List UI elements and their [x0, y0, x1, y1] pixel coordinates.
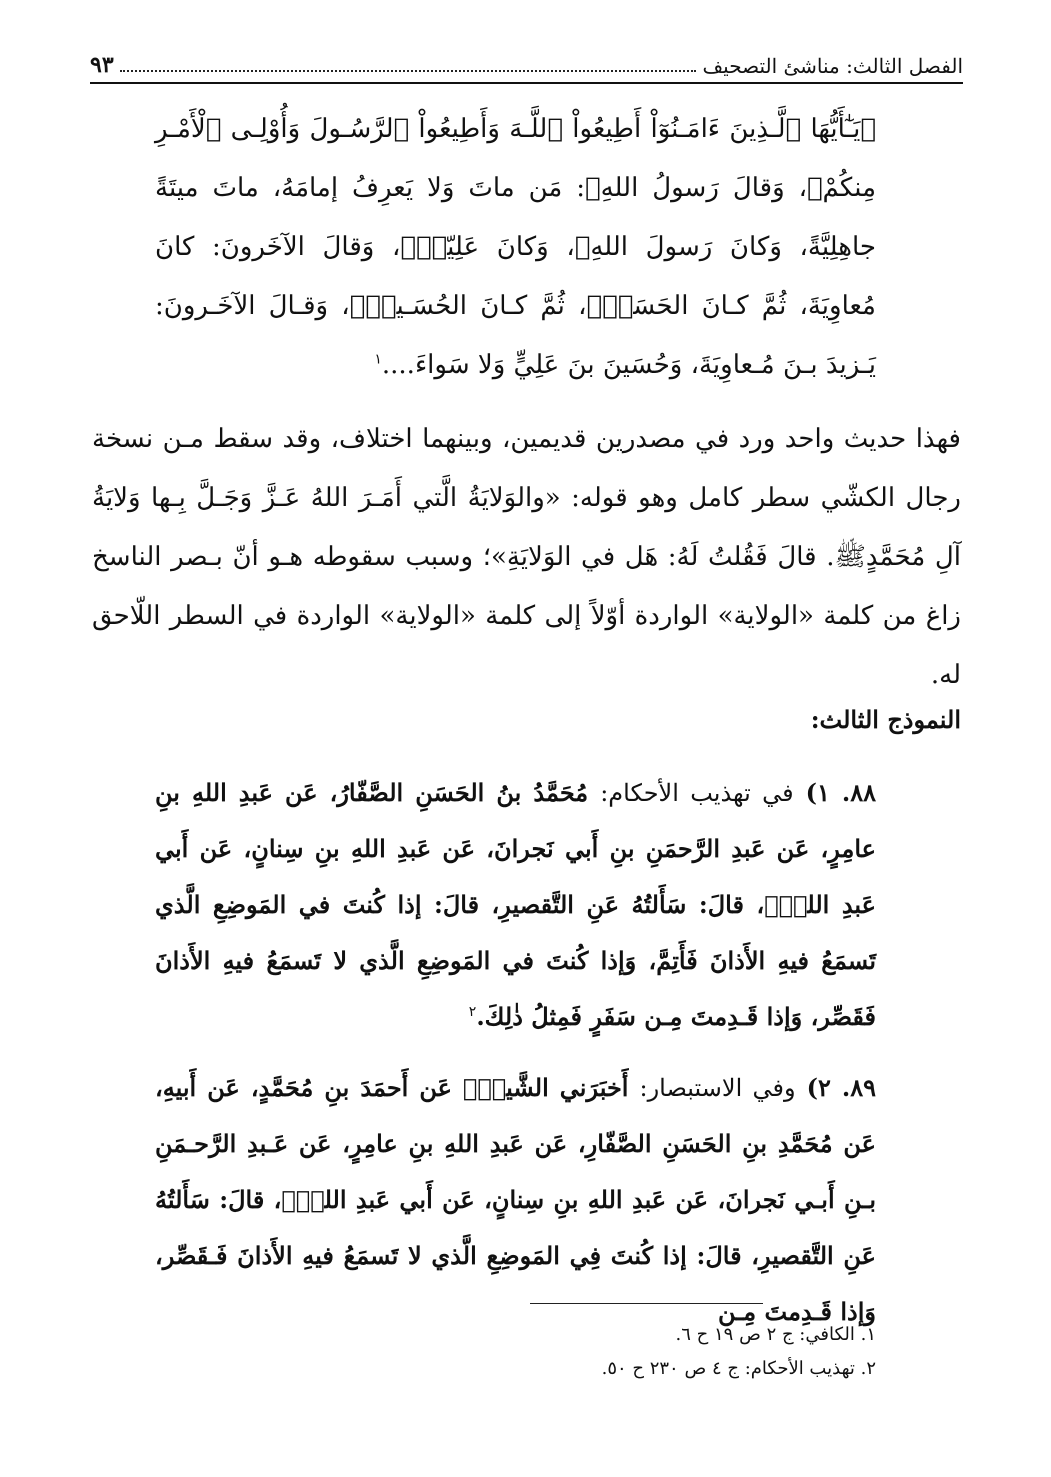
body-paragraph: فهذا حديث واحد ورد في مصدرين قديمين، وبينهما اختلاف، وقد سقط مـن نسخة رجال الكشّي سطر كامل وهو قوله: «والوَلايَةُ الَّتي أَمَـرَ اللهُ عَـزَّ وَجَـلَّ بِـها وَلايَةُ آلِ مُحَمَّدٍﷺ. قالَ فَقُلتُ لَهُ: هَل في الوَلايَةِ»؛ وسبب سقوطه هـو أنّ بـصر الناسخ زاغ من كلمة «الولاية» الواردة أوّلاً إلى كلمة «الولاية» الواردة في السطر اللّاحق له. [92, 424, 961, 690]
leader-dots [120, 70, 697, 72]
hadith-89 [155, 1060, 876, 1340]
hadith-89-text: أَخبَرَني الشَّيخُؒ عَن أَحمَدَ بنِ مُحَمَّدٍ، عَن أَبيهِ، عَن مُحَمَّدِ بنِ الحَسَنِ الصَّفّارِ، عَن عَبدِ اللهِ بنِ عامِرٍ، عَن عَـبدِ الرَّحـمَنِ بـنِ أَبـي نَجرانَ، عَن عَبدِ اللهِ بنِ سِنانٍ، عَن أَبي عَبدِ اللهِؑ، قالَ: سَأَلتُهُ عَنِ التَّقصيرِ، قالَ: إذا كُنتَ فِي المَوضِعِ الَّذي لا تَسمَعُ فيهِ الأَذانَ فَـقَصِّر، وَإذا قَـدِمتَ مِـن [155, 1073, 876, 1326]
footnote-divider [530, 1303, 763, 1304]
hadith-88-text: مُحَمَّدُ بنُ الحَسَنِ الصَّفّارُ، عَن عَبدِ اللهِ بنِ عامِرٍ، عَن عَبدِ الرَّحمَنِ بنِ أَبي نَجرانَ، عَن عَبدِ اللهِ بنِ سِنانٍ، عَن أَبي عَبدِ اللهِؑ، قالَ: سَأَلتُهُ عَنِ التَّقصيرِ، قالَ: إذا كُنتَ في المَوضِعِ الَّذي تَسمَعُ فيهِ الأَذانَ فَأَتِمَّ، وَإذا كُنتَ في المَوضِعِ الَّذي لا تَسمَعُ فيهِ الأَذانَ فَقَصِّر، وَإذا قَـدِمتَ مِـن سَفَرٍ فَمِثلُ ذٰلِكَ. [155, 778, 876, 1031]
hadith-89-source: وفي الاستبصار: [639, 1074, 796, 1102]
footnotes [300, 1318, 876, 1386]
running-head [90, 38, 963, 84]
footnote-ref-1: ١ [374, 351, 382, 368]
chapter-title: الفصل الثالث: مناشئ التصحيف [702, 54, 963, 78]
footnote-ref-2: ٢ [468, 1004, 477, 1020]
hadith-89-number: ٨٩. [841, 1073, 877, 1102]
hadith-89-index: ٢) [806, 1073, 831, 1102]
footnote-1: ١. الكافي: ج ٢ ص ١٩ ح ٦. [675, 1324, 876, 1345]
section-heading: النموذج الثالث: [810, 705, 961, 734]
hadith-88-index: ١) [805, 778, 830, 807]
hadith-88 [155, 765, 876, 1045]
hadith-88-source: في تهذيب الأحكام: [600, 779, 794, 807]
quoted-narration-text: ﴿يَـٰٓأَيُّهَا ٱلَّـذِينَ ءَامَـنُوٓاْ أَطِيعُواْ ٱللَّـهَ وَأَطِيعُواْ ٱلرَّسُـولَ وَأُوْلِـى ٱلْأَمْـرِ مِنكُمْ﴾، وَقالَ رَسولُ اللهِﷺ: مَن ماتَ وَلا يَعرِفُ إمامَهُ، ماتَ ميتَةً جاهِلِيَّةً، وَكانَ رَسولَ اللهِﷺ، وَكانَ عَلِيّاًؑ، وَقالَ الآخَرونَ: كانَ مُعاوِيَةَ، ثُمَّ كـانَ الحَسَنَؑ، ثُمَّ كـانَ الحُسَـينَؑ، وَقـالَ الآخَـرونَ: يَـزيدَ بـنَ مُـعاوِيَةَ، وَحُسَينَ بنَ عَلِيٍّ وَلا سَواءَ.... [155, 114, 876, 380]
page-number: ٩٣ [90, 52, 114, 78]
quoted-narration [155, 100, 876, 395]
footnote-2: ٢. تهذيب الأحكام: ج ٤ ص ٢٣٠ ح ٥٠. [601, 1358, 876, 1379]
hadith-88-number: ٨٨. [841, 778, 877, 807]
